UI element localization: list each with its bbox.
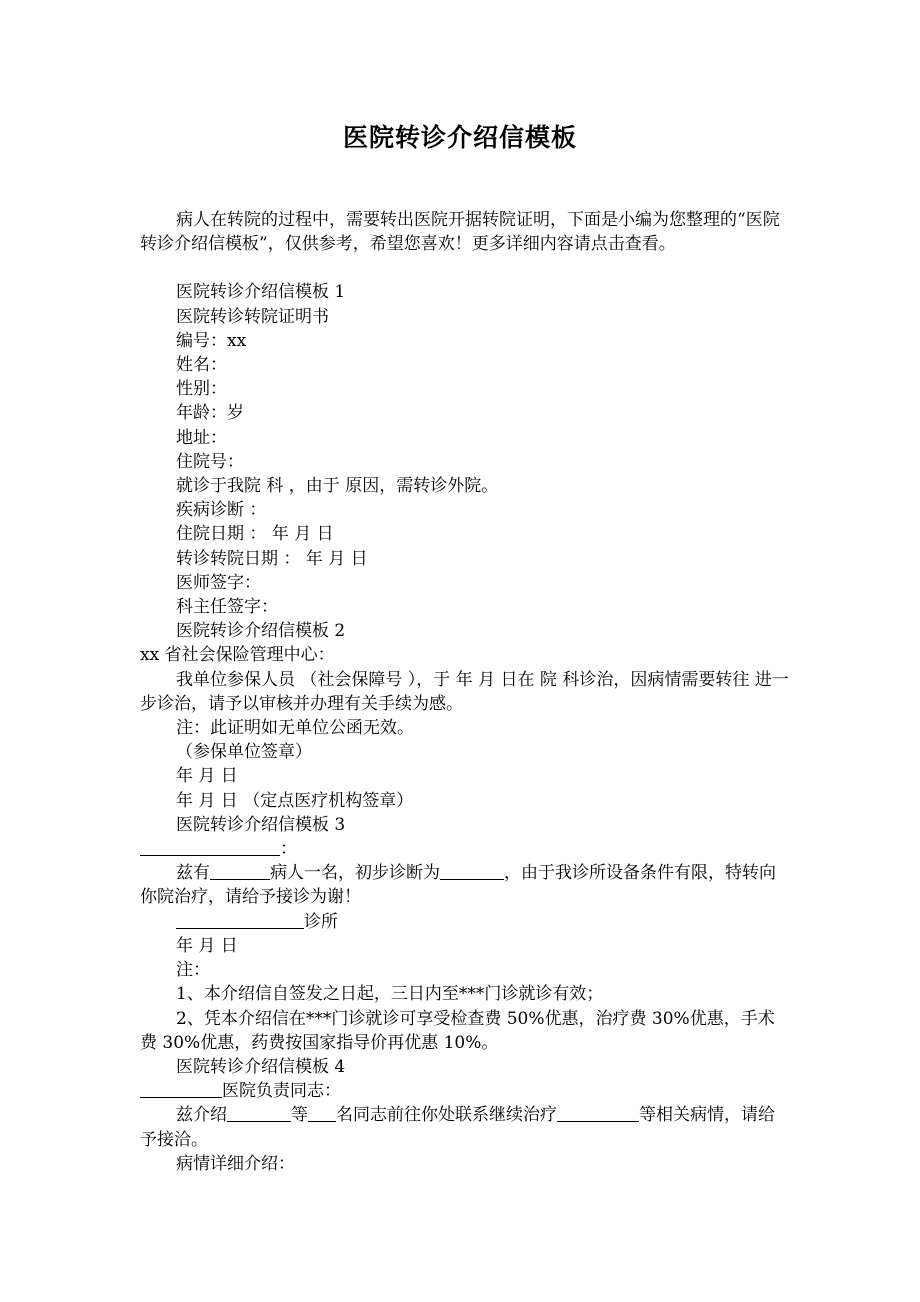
note-item-2: 2、凭本介绍信在***门诊就诊可享受检查费 50%优惠，治疗费 30%优惠，手术费 30%优惠，药费按国家指导价再优惠 10%。	[140, 1008, 775, 1053]
condition-detail-line: 病情详细介绍：	[176, 1153, 295, 1174]
age-line: 年龄：岁	[176, 403, 244, 424]
clinic-text: 诊所	[304, 911, 338, 932]
recipient-text: 医院负责同志：	[222, 1081, 341, 1102]
blank-underline	[557, 1103, 639, 1122]
blank-underline	[308, 1103, 336, 1122]
text-segment: 兹介绍	[176, 1105, 227, 1126]
admission-date-line: 住院日期 ： 年 月 日	[176, 524, 334, 545]
text-segment: ，由于我诊所设备条件有限，特转向你院治疗，请给予接诊为谢！	[140, 863, 776, 908]
blank-underline	[227, 1103, 291, 1122]
clinic-line	[140, 910, 790, 934]
template-4-heading: 医院转诊介绍信模板 4	[176, 1056, 346, 1077]
blank-underline	[440, 861, 504, 880]
visit-line: 就诊于我院 科 ，由于 原因，需转诊外院。	[176, 476, 499, 497]
text-segment: 等相关病情，请给予接洽。	[140, 1105, 775, 1150]
blank-underline	[140, 1079, 222, 1098]
gender-line: 性别：	[176, 379, 227, 400]
text-segment: 兹有	[176, 863, 210, 884]
document-title: 医院转诊介绍信模板	[342, 123, 577, 152]
recipient-line: xx 省社会保险管理中心：	[140, 645, 335, 666]
date-line: 年 月 日	[176, 766, 238, 787]
text-segment: 等	[291, 1105, 308, 1126]
address-line: 地址：	[176, 427, 227, 448]
template-3-body	[140, 861, 790, 909]
template-2-body: 我单位参保人员 （社会保障号 ），于 年 月 日在 院 科诊治，因病情需要转往 进一步诊治，请予以审核并办理有关手续为感。	[140, 669, 789, 714]
director-signature-line: 科主任签字：	[176, 597, 278, 618]
document-body	[140, 208, 790, 1176]
template-4-body	[140, 1103, 790, 1151]
name-line: 姓名：	[176, 355, 227, 376]
blank-underline	[176, 910, 304, 929]
certificate-title: 医院转诊转院证明书	[176, 306, 329, 327]
transfer-date-line: 转诊转院日期 ： 年 月 日	[176, 548, 368, 569]
addressee-line	[140, 837, 790, 861]
template-3-heading: 医院转诊介绍信模板 3	[176, 814, 346, 835]
inpatient-number-line: 住院号：	[176, 451, 244, 472]
unit-seal-line: （参保单位签章）	[176, 742, 312, 763]
recipient-line	[140, 1079, 790, 1103]
blank-underline	[140, 837, 280, 856]
template-1-heading: 医院转诊介绍信模板 1	[176, 282, 346, 303]
colon-text: ：	[280, 839, 297, 860]
text-segment: 病人一名，初步诊断为	[270, 863, 440, 884]
text-segment: 名同志前往你处联系继续治疗	[336, 1105, 557, 1126]
template-2-note: 注：此证明如无单位公函无效。	[176, 718, 414, 739]
intro-paragraph: 病人在转院的过程中，需要转出医院开据转院证明，下面是小编为您整理的“医院转诊介绍信模板”，仅供参考，希望您喜欢！更多详细内容请点击查看。	[140, 210, 780, 255]
note-item-1: 1、本介绍信自签发之日起，三日内至***门诊就诊有效；	[176, 984, 604, 1005]
blank-underline	[210, 861, 270, 880]
diagnosis-line: 疾病诊断 ：	[176, 500, 267, 521]
note-label: 注：	[176, 960, 210, 981]
serial-line: 编号：xx	[176, 330, 247, 351]
doctor-signature-line: 医师签字：	[176, 572, 261, 593]
template-2-heading: 医院转诊介绍信模板 2	[176, 621, 346, 642]
date-line: 年 月 日	[176, 935, 238, 956]
institution-seal-line: 年 月 日 （定点医疗机构签章）	[176, 790, 414, 811]
